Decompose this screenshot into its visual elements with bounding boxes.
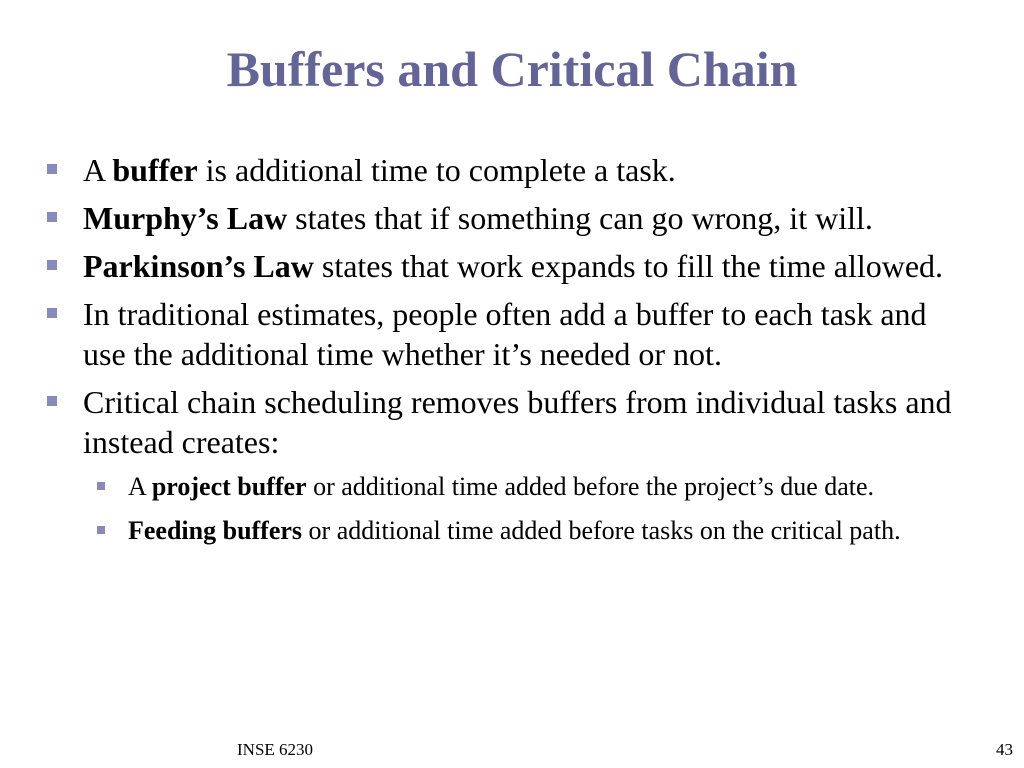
bullet-item-buffer (44, 150, 964, 190)
bullet-text: In traditional estimates, people often add a buffer to each task and use the additional time whether it’s needed or not. (83, 296, 927, 372)
bullet-text: A (83, 152, 113, 188)
sub-bullet-text: or additional time added before the project’s due date. (306, 472, 875, 501)
square-bullet-icon (47, 212, 57, 222)
sub-bullet-text: A (128, 472, 152, 501)
bullet-bold-term: buffer (112, 152, 198, 188)
slide-title: Buffers and Critical Chain (226, 41, 798, 97)
square-bullet-icon (97, 526, 105, 534)
sub-bullet-bold-term: project buffer (151, 472, 307, 501)
bullet-item-murphys-law (44, 198, 964, 238)
footer-course: INSE 6230 (237, 740, 314, 759)
square-bullet-icon (47, 396, 57, 406)
bullet-list (44, 150, 964, 558)
bullet-text: Critical chain scheduling removes buffers from individual tasks and instead creates: (83, 384, 952, 460)
bullet-text: is additional time to complete a task. (197, 152, 676, 188)
sub-bullet-text: or additional time added before tasks on the critical path. (302, 516, 901, 545)
square-bullet-icon (47, 260, 57, 270)
sub-bullet-project-buffer (92, 470, 964, 504)
bullet-item-critical-chain (44, 382, 964, 462)
square-bullet-icon (97, 482, 105, 490)
bullet-bold-term: Murphy’s Law (83, 200, 288, 236)
bullet-text: states that if something can go wrong, it will. (287, 200, 873, 236)
square-bullet-icon (47, 308, 57, 318)
bullet-bold-term: Parkinson’s Law (83, 248, 314, 284)
footer-page-number: 43 (996, 740, 1013, 759)
bullet-item-parkinsons-law (44, 246, 964, 286)
square-bullet-icon (47, 164, 57, 174)
bullet-item-traditional-estimates (44, 294, 964, 374)
bullet-text: states that work expands to fill the time allowed. (313, 248, 944, 284)
sub-bullet-bold-term: Feeding buffers (128, 516, 303, 545)
sub-bullet-feeding-buffers (92, 514, 964, 548)
